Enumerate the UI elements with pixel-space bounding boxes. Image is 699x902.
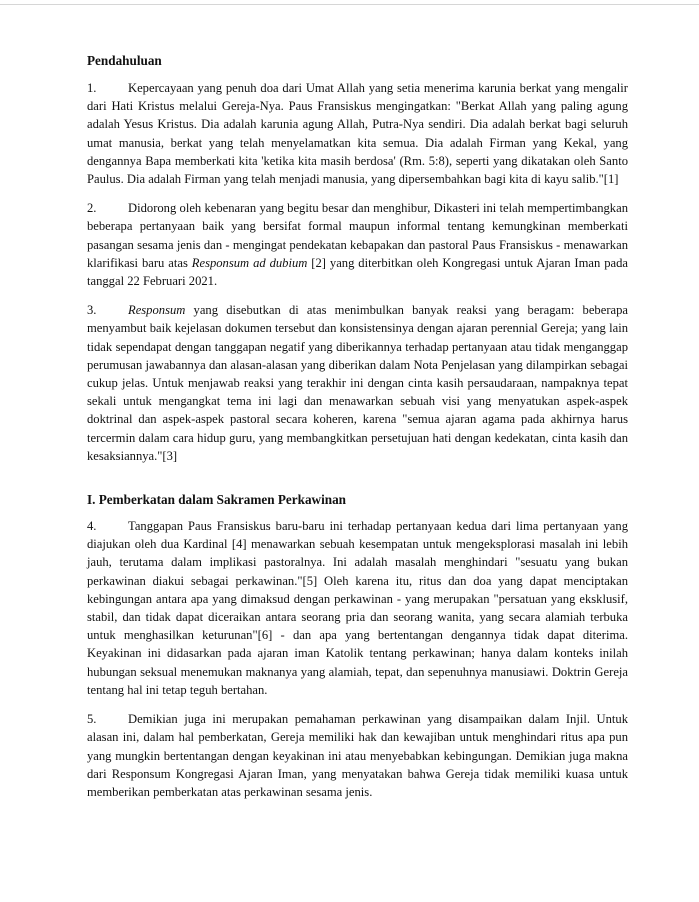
page-top-divider <box>0 4 699 5</box>
responsum-term: Responsum <box>128 303 186 318</box>
paragraph-2 <box>87 199 628 290</box>
paragraph-number: 4. <box>87 519 97 534</box>
paragraph-number: 1. <box>87 81 97 95</box>
paragraph-number: 3. <box>87 303 97 318</box>
paragraph-text: Kepercayaan yang penuh doa dari Umat Allah yang setia menerima karunia berkat yang mengalir dari Hati Kristus melalui Gereja-Nya. Paus Fransiskus mengingatkan: "Berkat Allah yang paling agung adalah Yesus Kristus. Dia adalah karunia agung Allah, Putra-Nya sendiri. Dia adalah berkat bagi seluruh umat manusia, berkat yang telah menyelamatkan kita semua. Dia adalah Firman yang Kekal, yang dengannya Bapa memberkati kita 'ketika kita masih berdosa' (Rm. 5:8), seperti yang dikatakan oleh Santo Paulus. Dia adalah Firman yang telah menjadi manusia, yang dipersembahkan bagi kita di kayu salib."[1] <box>87 81 628 187</box>
document-body <box>87 52 628 812</box>
paragraph-4 <box>87 517 628 699</box>
paragraph-number: 2. <box>87 201 97 216</box>
paragraph-text: Demikian juga ini merupakan pemahaman perkawinan yang disampaikan dalam Injil. Untuk alasan ini, dalam hal pemberkatan, Gereja memiliki hak dan kewajiban untuk menghindari ritus apa pun yang mungkin bertentangan dengan keyakinan ini atau menyebabkan kebingungan. Demikian juga makna dari Responsum Kongregasi Ajaran Iman, yang menyatakan bahwa Gereja tidak memiliki kuasa untuk memberikan pemberkatan atas perkawinan sesama jenis. <box>87 712 628 799</box>
paragraph-3 <box>87 301 628 465</box>
paragraph-number: 5. <box>87 712 97 727</box>
paragraph-1 <box>87 79 628 188</box>
paragraph-text: yang disebutkan di atas menimbulkan banyak reaksi yang beragam: beberapa menyambut baik kejelasan dokumen tersebut dan konsistensinya dengan ajaran perennial Gereja; yang lain tidak sependapat dengan tanggapan negatif yang diberikannya terhadap pertanyaan atau tidak menganggap perumusan jawabannya dan alasan-alasan yang diberikan dalam Nota Penjelasan yang dilampirkan sebagai cukup jelas. Untuk menjawab reaksi yang terakhir ini dengan cinta kasih persaudaraan, nampaknya tepat sekali untuk mengangkat tema ini lagi dan menawarkan sebuah visi yang menyatukan aspek-aspek doktrinal dan aspek-aspek pastoral secara koheren, karena "semua ajaran agama pada akhirnya harus tercermin dalam cara hidup guru, yang membangkitkan persetujuan hati dengan kedekatan, cinta kasih dan kesaksiannya."[3] <box>87 303 628 463</box>
paragraph-text-continued: [2] yang diterbitkan oleh Kongregasi untuk Ajaran Iman pada tanggal 22 Februari 2021. <box>87 255 629 289</box>
section-heading: I. Pemberkatan dalam Sakramen Perkawinan <box>87 492 346 508</box>
intro-heading: Pendahuluan <box>87 53 162 68</box>
paragraph-text: Didorong oleh kebenaran yang begitu besar dan menghibur, Dikasteri ini telah mempertimbangkan beberapa pertanyaan baik yang bersifat formal maupun informal tentang kemungkinan memberkati pasangan sesama jenis dan - mengingat pendekatan kebapakan dan pastoral Paus Fransiskus - menawarkan klarifikasi baru atas <box>87 201 628 270</box>
responsum-title: Responsum ad dubium <box>191 255 308 270</box>
paragraph-5 <box>87 710 628 801</box>
paragraph-text: Tanggapan Paus Fransiskus baru-baru ini terhadap pertanyaan kedua dari lima pertanyaan yang diajukan oleh dua Kardinal [4] menawarkan sebuah kesempatan untuk mengeksplorasi masalah ini lebih jauh, terutama dalam implikasi pastoralnya. Ini adalah masalah menghindari "sesuatu yang bukan perkawinan diakui sebagai perkawinan."[5] Oleh karena itu, ritus dan doa yang dapat menciptakan kebingungan antara apa yang dimaksud dengan perkawinan - yang merupakan "persatuan yang eksklusif, stabil, dan tidak dapat diceraikan antara seorang pria dan seorang wanita, yang secara alamiah terbuka untuk menghasilkan keturunan"[6] - dan apa yang bertentangan dengannya tidak dapat diterima. Keyakinan ini didasarkan pada ajaran iman Katolik tentang perkawinan; hanya dalam konteks inilah hubungan seksual menemukan maknanya yang alamiah, tepat, dan sepenuhnya manusiawi. Doktrin Gereja tentang hal ini tetap teguh bertahan. <box>87 519 628 697</box>
